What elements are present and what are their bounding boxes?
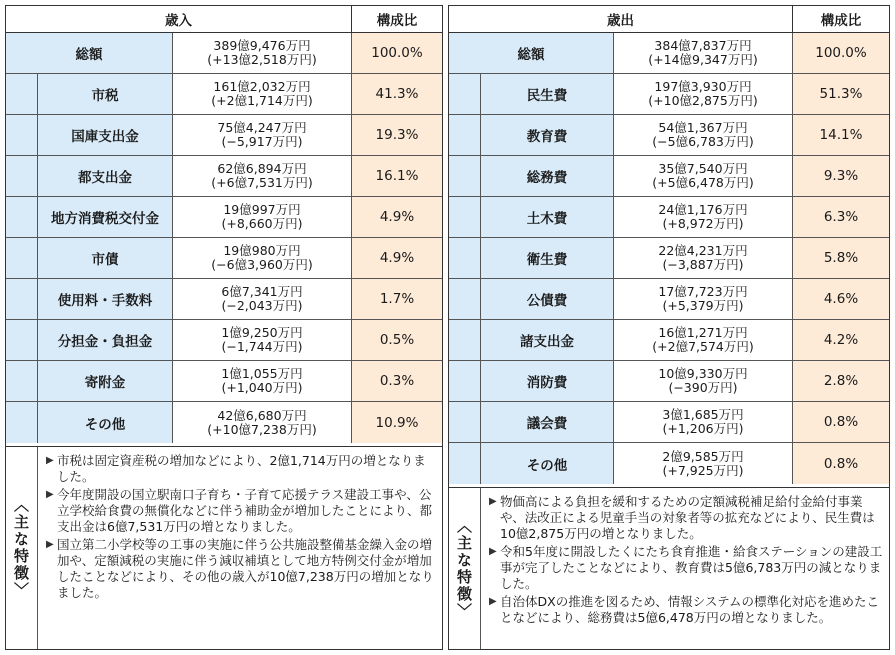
change-text: (+8,660万円)	[221, 216, 303, 231]
expenditure-row	[449, 115, 889, 156]
revenue-note-item	[46, 453, 436, 485]
amount-text: 19億997万円	[223, 202, 301, 217]
expenditure-panel	[448, 5, 890, 650]
revenue-panel	[5, 5, 443, 650]
row-label: 市債	[38, 238, 173, 278]
row-label: その他	[38, 402, 173, 443]
row-amount	[614, 156, 793, 196]
revenue-notes-list	[38, 447, 442, 649]
row-ratio: 5.8%	[793, 238, 889, 278]
expenditure-notes	[449, 487, 889, 649]
expenditure-row	[449, 74, 889, 115]
row-gutter	[449, 402, 481, 442]
row-label: 諸支出金	[481, 320, 614, 360]
revenue-row	[6, 320, 442, 361]
row-ratio: 14.1%	[793, 115, 889, 155]
row-gutter	[449, 361, 481, 401]
amount-text: 389億9,476万円	[213, 38, 311, 53]
note-text: 自治体DXの推進を図るため、情報システムの標準化対応を進めたことなどにより、総務費は5億6,478万円の増となりました。	[500, 594, 879, 625]
change-text: (+10億7,238万円)	[207, 421, 317, 437]
row-amount	[173, 74, 352, 114]
revenue-total-ratio: 100.0%	[352, 33, 442, 73]
row-amount	[173, 197, 352, 237]
expenditure-header-ratio: 構成比	[820, 13, 862, 29]
expenditure-notes-title-box	[449, 488, 481, 649]
triangle-bullet-icon: ▶	[489, 546, 497, 557]
expenditure-row	[449, 443, 889, 484]
change-text: (+2億7,574万円)	[652, 339, 754, 354]
row-gutter	[449, 320, 481, 360]
row-amount	[614, 74, 793, 114]
amount-text: 19億980万円	[223, 243, 301, 258]
row-amount	[614, 361, 793, 401]
amount-text: 10億9,330万円	[658, 366, 748, 381]
change-text: (+8,972万円)	[662, 216, 744, 231]
change-text: (+14億9,347万円)	[648, 52, 758, 67]
amount-text: 3億1,685万円	[662, 407, 744, 422]
triangle-bullet-icon: ▶	[489, 496, 497, 507]
revenue-rows	[6, 33, 442, 443]
row-ratio: 4.6%	[793, 279, 889, 319]
expenditure-row	[449, 320, 889, 361]
expenditure-total-label: 総額	[449, 33, 614, 73]
row-gutter	[449, 238, 481, 278]
expenditure-header	[449, 6, 889, 33]
row-ratio: 10.9%	[352, 402, 442, 443]
revenue-note-item	[46, 487, 436, 535]
row-label: 消防費	[481, 361, 614, 401]
row-amount	[614, 115, 793, 155]
expenditure-total-amount	[614, 33, 793, 73]
revenue-row	[6, 115, 442, 156]
row-gutter	[6, 115, 38, 155]
row-gutter	[449, 156, 481, 196]
row-amount	[614, 279, 793, 319]
row-label: 使用料・手数料	[38, 279, 173, 319]
row-label: 衛生費	[481, 238, 614, 278]
row-ratio: 41.3%	[352, 74, 442, 114]
expenditure-row	[449, 279, 889, 320]
row-gutter	[6, 320, 38, 360]
change-text: (−2,043万円)	[221, 298, 303, 313]
row-label: 総務費	[481, 156, 614, 196]
amount-text: 54億1,367万円	[658, 120, 748, 135]
amount-text: 6億7,341万円	[221, 284, 303, 299]
row-label: 公債費	[481, 279, 614, 319]
row-gutter	[6, 197, 38, 237]
revenue-note-item	[46, 537, 436, 601]
row-amount	[614, 238, 793, 278]
change-text: (+13億2,518万円)	[207, 52, 317, 67]
row-ratio: 16.1%	[352, 156, 442, 196]
change-text: (+2億1,714万円)	[211, 93, 313, 108]
expenditure-notes-title: 〈主な特徴〉	[455, 517, 473, 620]
revenue-notes-title: 〈主な特徴〉	[12, 497, 30, 599]
revenue-row	[6, 197, 442, 238]
amount-text: 197億3,930万円	[654, 79, 752, 94]
row-label: 都支出金	[38, 156, 173, 196]
row-gutter	[449, 197, 481, 237]
row-label: 寄附金	[38, 361, 173, 401]
revenue-total-label: 総額	[6, 33, 173, 73]
revenue-header-label: 歳入	[6, 6, 352, 32]
row-amount	[173, 279, 352, 319]
row-amount	[173, 238, 352, 278]
row-gutter	[449, 443, 481, 484]
row-ratio: 6.3%	[793, 197, 889, 237]
revenue-total-amount	[173, 33, 352, 73]
change-text: (+6億7,531万円)	[211, 175, 313, 190]
row-gutter	[6, 74, 38, 114]
expenditure-row	[449, 156, 889, 197]
row-ratio: 4.9%	[352, 197, 442, 237]
change-text: (+1,206万円)	[662, 421, 744, 436]
row-label: その他	[481, 443, 614, 484]
amount-text: 1億1,055万円	[221, 366, 303, 381]
row-amount	[173, 320, 352, 360]
row-gutter	[6, 156, 38, 196]
expenditure-rows	[449, 33, 889, 484]
row-ratio: 2.8%	[793, 361, 889, 401]
row-ratio: 51.3%	[793, 74, 889, 114]
row-amount	[614, 320, 793, 360]
row-label: 議会費	[481, 402, 614, 442]
row-ratio: 4.2%	[793, 320, 889, 360]
revenue-row	[6, 156, 442, 197]
change-text: (−1,744万円)	[221, 339, 303, 354]
row-label: 土木費	[481, 197, 614, 237]
amount-text: 17億7,723万円	[658, 284, 748, 299]
note-text: 令和5年度に開設したくにたち食育推進・給食ステーションの建設工事が完了したことなどにより、教育費は5億6,783万円の減となりました。	[500, 544, 883, 591]
row-ratio: 0.3%	[352, 361, 442, 401]
change-text: (+7,925万円)	[662, 462, 744, 478]
row-ratio: 0.5%	[352, 320, 442, 360]
change-text: (+10億2,875万円)	[648, 93, 758, 108]
row-amount	[614, 443, 793, 484]
row-gutter	[6, 361, 38, 401]
expenditure-row	[449, 197, 889, 238]
change-text: (+1,040万円)	[221, 380, 303, 395]
change-text: (−6億3,960万円)	[211, 257, 313, 272]
row-ratio: 1.7%	[352, 279, 442, 319]
revenue-notes-title-box	[6, 447, 38, 649]
row-gutter	[449, 115, 481, 155]
expenditure-total-ratio: 100.0%	[793, 33, 889, 73]
triangle-bullet-icon: ▶	[46, 539, 54, 550]
row-label: 分担金・負担金	[38, 320, 173, 360]
row-amount	[173, 156, 352, 196]
change-text: (−5,917万円)	[221, 134, 303, 149]
expenditure-header-label: 歳出	[449, 6, 793, 32]
revenue-row	[6, 361, 442, 402]
note-text: 物価高による負担を緩和するための定額減税補足給付金給付事業や、法改正による児童手当の対象者等の拡充などにより、民生費は10億2,875万円の増となりました。	[500, 494, 875, 541]
revenue-header	[6, 6, 442, 33]
revenue-row	[6, 74, 442, 115]
row-amount	[173, 402, 352, 443]
amount-text: 75億4,247万円	[217, 120, 307, 135]
row-label: 教育費	[481, 115, 614, 155]
expenditure-note-item	[489, 544, 883, 592]
row-gutter	[6, 402, 38, 443]
row-ratio: 19.3%	[352, 115, 442, 155]
expenditure-note-item	[489, 594, 883, 626]
amount-text: 384億7,837万円	[654, 38, 752, 53]
amount-text: 42億6,680万円	[217, 407, 307, 423]
revenue-row	[6, 402, 442, 443]
row-label: 国庫支出金	[38, 115, 173, 155]
revenue-item-list	[6, 74, 442, 443]
row-amount	[614, 402, 793, 442]
note-text: 今年度開設の国立駅南口子育ち・子育て応援テラス建設工事や、公立学校給食費の無償化などに伴う補助金が増加したことにより、都支出金は6億7,531万円の増となりました。	[57, 487, 433, 534]
amount-text: 35億7,540万円	[658, 161, 748, 176]
expenditure-row	[449, 238, 889, 279]
row-gutter	[6, 238, 38, 278]
row-amount	[173, 361, 352, 401]
revenue-row	[6, 238, 442, 279]
expenditure-item-list	[449, 74, 889, 484]
triangle-bullet-icon: ▶	[46, 489, 54, 500]
row-gutter	[449, 74, 481, 114]
row-amount	[173, 115, 352, 155]
row-label: 市税	[38, 74, 173, 114]
row-ratio: 0.8%	[793, 443, 889, 484]
amount-text: 161億2,032万円	[213, 79, 311, 94]
row-ratio: 4.9%	[352, 238, 442, 278]
row-gutter	[6, 279, 38, 319]
triangle-bullet-icon: ▶	[489, 596, 497, 607]
row-label: 地方消費税交付金	[38, 197, 173, 237]
amount-text: 16億1,271万円	[658, 325, 748, 340]
expenditure-total-row	[449, 33, 889, 74]
row-gutter	[449, 279, 481, 319]
change-text: (−5億6,783万円)	[652, 134, 754, 149]
row-ratio: 9.3%	[793, 156, 889, 196]
change-text: (+5億6,478万円)	[652, 175, 754, 190]
expenditure-notes-list	[481, 488, 889, 649]
triangle-bullet-icon: ▶	[46, 455, 54, 466]
note-text: 国立第二小学校等の工事の実施に伴う公共施設整備基金繰入金の増加や、定額減税の実施に伴う減収補填として地方特例交付金が増加したことなどにより、その他の歳入が10億7,238万円の増加となりました。	[57, 537, 434, 600]
change-text: (−390万円)	[668, 380, 738, 395]
change-text: (+5,379万円)	[662, 298, 744, 313]
amount-text: 62億6,894万円	[217, 161, 307, 176]
revenue-row	[6, 279, 442, 320]
amount-text: 2億9,585万円	[662, 448, 744, 464]
expenditure-row	[449, 361, 889, 402]
revenue-notes	[6, 446, 442, 649]
row-ratio: 0.8%	[793, 402, 889, 442]
expenditure-row	[449, 402, 889, 443]
amount-text: 1億9,250万円	[221, 325, 303, 340]
change-text: (−3,887万円)	[662, 257, 744, 272]
row-amount	[614, 197, 793, 237]
expenditure-note-item	[489, 494, 883, 542]
amount-text: 22億4,231万円	[658, 243, 748, 258]
revenue-total-row	[6, 33, 442, 74]
note-text: 市税は固定資産税の増加などにより、2億1,714万円の増となりました。	[57, 453, 426, 484]
revenue-header-ratio: 構成比	[376, 13, 418, 29]
amount-text: 24億1,176万円	[658, 202, 748, 217]
row-label: 民生費	[481, 74, 614, 114]
